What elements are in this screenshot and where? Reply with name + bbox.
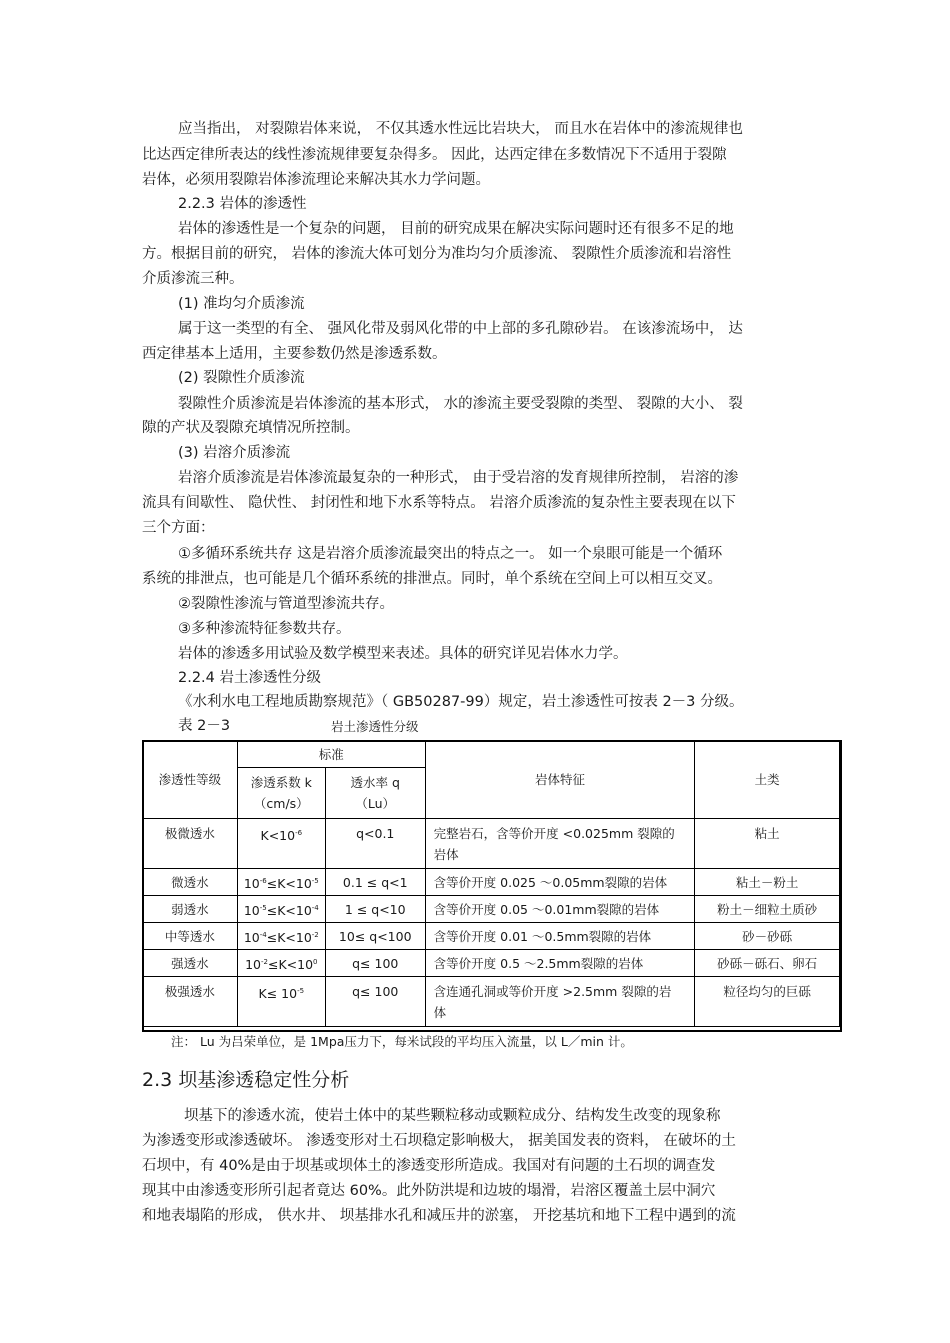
- grade-cell: 中等透水: [143, 923, 238, 950]
- para-4-line-2: 隙的产状及裂隙充填情况所控制。: [142, 420, 360, 436]
- k-cell: [237, 977, 325, 1027]
- para-5-line-1: 岩溶介质渗流是岩体渗流最复杂的一种形式， 由于受岩溶的发育规律所控制， 岩溶的渗: [178, 470, 739, 486]
- k-mid: ≤K<10: [266, 875, 312, 891]
- header-q: [325, 768, 425, 819]
- k-exp-2: -5: [311, 876, 319, 885]
- para-5-line-3: 三个方面：: [142, 520, 215, 536]
- q-cell: q≤ 100: [325, 950, 425, 977]
- para-5-line-2: 流具有间歇性、 隐伏性、 封闭性和地下水系等特点。 岩溶介质渗流的复杂性主要表现在以下: [142, 495, 736, 511]
- k-exp-2: -2: [311, 930, 319, 939]
- header-k-line-1: 渗透系数 k: [250, 775, 312, 790]
- permeability-grade-table: [142, 740, 840, 1027]
- table-title: 岩土渗透性分级: [331, 719, 419, 734]
- grade-cell: 极强透水: [143, 977, 238, 1027]
- section-heading-2-3: 2.3 坝基渗透稳定性分析: [142, 1069, 350, 1091]
- feature-cell: [425, 819, 695, 869]
- feature-line-2: 岩体: [433, 847, 459, 862]
- table-row: [143, 950, 840, 977]
- feature-cell: [425, 977, 695, 1027]
- table-row: [143, 923, 840, 950]
- item-3: ③多种渗流特征参数共存。: [178, 621, 351, 637]
- para-3-line-1: 属于这一类型的有全、 强风化带及弱风化带的中上部的多孔隙砂岩。 在该渗流场中， 达: [178, 321, 743, 337]
- header-q-line-1: 透水率 q: [350, 775, 400, 790]
- para-7: 《水利水电工程地质勘察规范》（ GB50287-99）规定，岩土渗透性可按表 2－3 分级。: [178, 694, 744, 710]
- header-standard: 标准: [237, 741, 425, 768]
- table-note: 注： Lu 为吕荣单位，是 1Mpa压力下，每米试段的平均压入流量，以 L／min 计。: [171, 1034, 633, 1049]
- q-cell: q<0.1: [325, 819, 425, 869]
- table-row: [143, 819, 840, 869]
- soil-cell: 粘土: [695, 819, 840, 869]
- k-exp-2: -4: [311, 903, 319, 912]
- header-q-line-2: （Lu）: [355, 796, 396, 811]
- grade-cell: 微透水: [143, 869, 238, 896]
- para-2-line-3: 介质渗流三种。: [142, 271, 244, 287]
- soil-cell: 砂－砂砾: [695, 923, 840, 950]
- para-8-line-3: 石坝中，有 40%是由于坝基或坝体土的渗透变形所造成。我国对有问题的土石坝的调查发: [142, 1158, 716, 1174]
- k-pre: 10: [243, 902, 260, 918]
- feature-line-1: 含连通孔洞或等价开度 >2.5mm 裂隙的岩: [433, 984, 672, 999]
- header-soil-type: 土类: [695, 741, 840, 819]
- k-mid: ≤K<10: [266, 929, 312, 945]
- k-exp: -6: [259, 876, 267, 885]
- header-grade: 渗透性等级: [143, 741, 238, 819]
- para-4-line-1: 裂隙性介质渗流是岩体渗流的基本形式， 水的渗流主要受裂隙的类型、 裂隙的大小、 裂: [178, 396, 743, 412]
- item-1-line-2: 系统的排泄点，也可能是几个循环系统的排泄点。同时，单个系统在空间上可以相互交叉。: [142, 571, 722, 587]
- k-exp: -5: [259, 903, 267, 912]
- section-heading-2-2-3: 2.2.3 岩体的渗透性: [178, 196, 307, 212]
- k-cell: [237, 896, 325, 923]
- feature-cell: 含等价开度 0.025 ～0.05mm裂隙的岩体: [425, 869, 695, 896]
- para-2-line-1: 岩体的渗透性是一个复杂的问题， 目前的研究成果在解决实际问题时还有很多不足的地: [178, 221, 734, 237]
- feature-cell: 含等价开度 0.05 ～0.01mm裂隙的岩体: [425, 896, 695, 923]
- para-1-line-2: 比达西定律所表达的线性渗流规律要复杂得多。 因此，达西定律在多数情况下不适用于裂隙: [142, 147, 727, 163]
- para-2-line-2: 方。根据目前的研究， 岩体的渗流大体可划分为准均匀介质渗流、 裂隙性介质渗流和岩溶性: [142, 246, 732, 262]
- subheading-3: (3) 岩溶介质渗流: [178, 445, 291, 461]
- k-cell: [237, 950, 325, 977]
- grade-cell: 弱透水: [143, 896, 238, 923]
- feature-line-2: 体: [433, 1005, 447, 1020]
- k-pre: 10: [243, 929, 260, 945]
- para-6: 岩体的渗透多用试验及数学模型来表述。具体的研究详见岩体水力学。: [178, 646, 628, 662]
- k-cell: [237, 819, 325, 869]
- para-8-line-1: 坝基下的渗透水流，使岩土体中的某些颗粒移动或颗粒成分、结构发生改变的现象称: [184, 1108, 721, 1124]
- k-pre: K≤ 10: [258, 986, 298, 1001]
- para-1-line-3: 岩体，必须用裂隙岩体渗流理论来解决其水力学问题。: [142, 172, 490, 188]
- k-exp-2: 0: [313, 957, 318, 966]
- table-row: [143, 896, 840, 923]
- header-k: [237, 768, 325, 819]
- header-k-line-2: （cm/s）: [253, 796, 309, 811]
- soil-cell: 砂砾－砾石、卵石: [695, 950, 840, 977]
- feature-line-1: 完整岩石，含等价开度 <0.025mm 裂隙的: [433, 826, 675, 841]
- q-cell: 10≤ q<100: [325, 923, 425, 950]
- para-8-line-4: 现其中由渗透变形所引起者竟达 60%。此外防洪堤和边坡的塌滑，岩溶区覆盖土层中洞穴: [142, 1183, 716, 1199]
- soil-cell: 粘土－粉土: [695, 869, 840, 896]
- subheading-1: (1) 准均匀介质渗流: [178, 296, 305, 312]
- table-row: [143, 977, 840, 1027]
- k-cell: [237, 869, 325, 896]
- k-exp: -5: [297, 987, 305, 995]
- soil-cell: 粉土－细粒土质砂: [695, 896, 840, 923]
- k-exp: -2: [261, 957, 268, 966]
- grade-cell: 极微透水: [143, 819, 238, 869]
- soil-cell: 粒径均匀的巨砾: [695, 977, 840, 1027]
- k-pre: 10: [245, 956, 261, 972]
- section-heading-2-2-4: 2.2.4 岩土渗透性分级: [178, 670, 322, 686]
- q-cell: 1 ≤ q<10: [325, 896, 425, 923]
- grade-cell: 强透水: [143, 950, 238, 977]
- k-pre: 10: [243, 875, 260, 891]
- table-row: [143, 869, 840, 896]
- q-cell: 0.1 ≤ q<1: [325, 869, 425, 896]
- para-8-line-2: 为渗透变形或渗透破坏。 渗透变形对土石坝稳定影响极大， 据美国发表的资料， 在破坏的土: [142, 1133, 736, 1149]
- item-1-line-1: ①多循环系统共存 这是岩溶介质渗流最突出的特点之一。 如一个泉眼可能是一个循环: [178, 546, 723, 562]
- feature-cell: 含等价开度 0.01 ～0.5mm裂隙的岩体: [425, 923, 695, 950]
- k-exp: -6: [295, 829, 303, 837]
- q-cell: q≤ 100: [325, 977, 425, 1027]
- para-8-line-5: 和地表塌陷的形成， 供水井、 坝基排水孔和减压井的淤塞， 开挖基坑和地下工程中遇到的流: [142, 1208, 736, 1224]
- para-1-line-1: 应当指出， 对裂隙岩体来说， 不仅其透水性远比岩块大， 而且水在岩体中的渗流规律也: [178, 121, 743, 137]
- feature-cell: 含等价开度 0.5 ～2.5mm裂隙的岩体: [425, 950, 695, 977]
- header-rock-feature: 岩体特征: [425, 741, 695, 819]
- k-mid: ≤K<10: [267, 956, 314, 972]
- table-label: 表 2－3: [178, 718, 231, 734]
- para-3-line-2: 西定律基本上适用，主要参数仍然是渗透系数。: [142, 346, 447, 362]
- k-mid: ≤K<10: [266, 902, 312, 918]
- k-exp: -4: [259, 930, 267, 939]
- item-2: ②裂隙性渗流与管道型渗流共存。: [178, 596, 394, 612]
- subheading-2: (2) 裂隙性介质渗流: [178, 370, 305, 386]
- k-cell: [237, 923, 325, 950]
- k-pre: K<10: [260, 828, 296, 843]
